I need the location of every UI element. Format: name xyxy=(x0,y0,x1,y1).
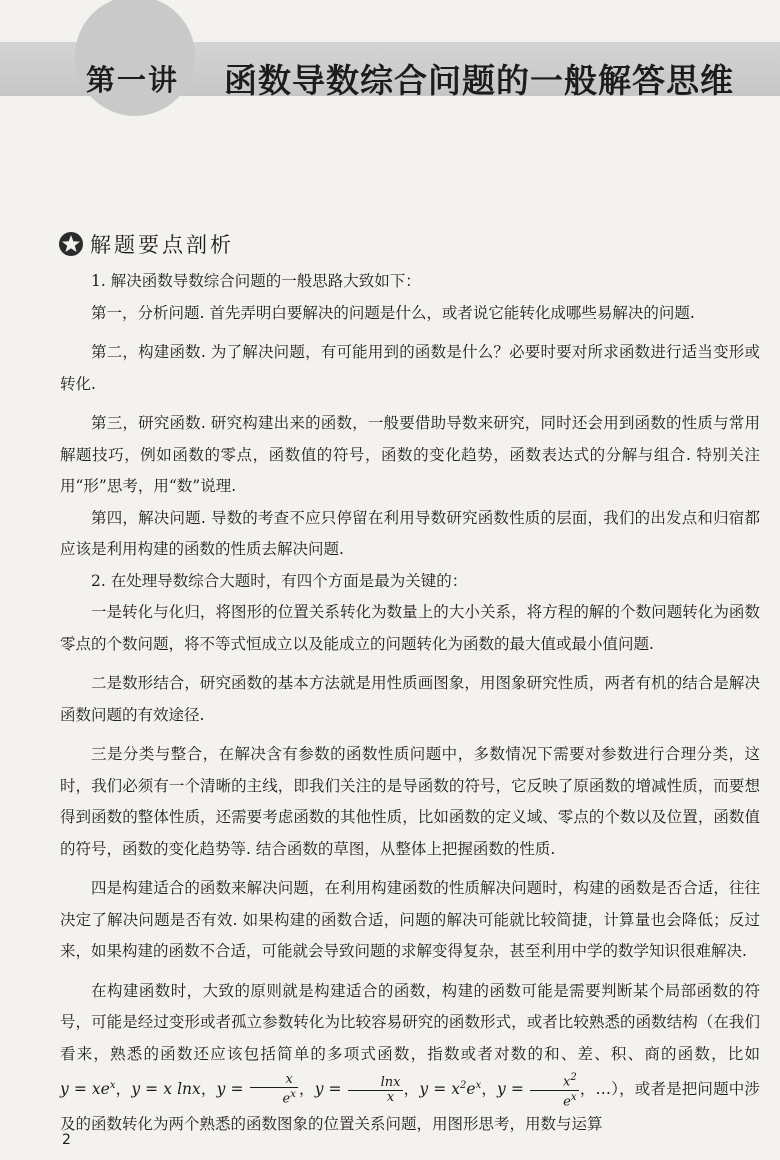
formula: y = x lnx xyxy=(131,1080,201,1099)
paragraph: 第二，构建函数. 为了解决问题，有可能用到的函数是什么？必要时要对所求函数进行适当变形或转化. xyxy=(60,343,760,393)
body-text xyxy=(60,266,760,1140)
lecture-title: 函数导数综合问题的一般解答思维 xyxy=(224,61,734,100)
section-title: 解题要点剖析 xyxy=(90,233,234,257)
paragraph: 第四，解决问题. 导数的考查不应只停留在利用导数研究函数性质的层面，我们的出发点和归宿都应该是利用构建的函数的性质去解决问题. xyxy=(60,508,760,558)
formula: y = $\frac{x}{e^x}$ xyxy=(216,1072,296,1107)
paragraph: 第三，研究函数. 研究构建出来的函数，一般要借助导数来研究，同时还会用到函数的性质与常用解题技巧，例如函数的零点，函数值的符号，函数的变化趋势，函数表达式的分解与组合. 特别关注用“形”思考，用“数”说理. xyxy=(60,414,760,495)
paragraph: 1. 解决函数导数综合问题的一般思路大致如下： xyxy=(91,272,421,290)
paragraph: 2. 在处理导数综合大题时，有四个方面是最为关键的： xyxy=(91,571,468,590)
paragraph: 一是转化与化归，将图形的位置关系转化为数量上的大小关系，将方程的解的个数问题转化为函数零点的个数问题，将不等式恒成立以及能成立的问题转化为函数的最大值或最小值问题. xyxy=(60,603,760,653)
formula: y = $\frac{x^2}{e^x}$ xyxy=(497,1072,577,1109)
paragraph: 四是构建适合的函数来解决问题，在利用构建函数的性质解决问题时，构建的函数是否合适，往往决定了解决问题是否有效. 如果构建的函数合适，问题的解决可能就比较简捷，计算量也会降低；反过来，如果构建的函数不合适，可能就会导致问题的求解变得复杂，甚至利用中学的数学知识很难解决. xyxy=(60,879,760,960)
paragraph: 三是分类与整合，在解决含有参数的函数性质问题中，多数情况下需要对参数进行合理分类，这时，我们必须有一个清晰的主线，即我们关注的是导函数的符号，它反映了原函数的增减性质，而要想得到函数的整体性质，还需要考虑函数的其他性质，比如函数的定义域、零点的个数以及位置，函数值的符号，函数的变化趋势等. 结合函数的草图，从整体上把握函数的性质. xyxy=(60,745,760,858)
paragraph: 二是数形结合，研究函数的基本方法就是用性质画图象，用图象研究性质，两者有机的结合是解决函数问题的有效途径. xyxy=(60,674,760,724)
section-heading xyxy=(58,230,234,258)
text-run: ，或者是把问题中涉及的函数转化为两个熟悉的函数图象的位置关系问题，用图形思考，用数与运算 xyxy=(60,1080,760,1133)
formula: $y = x^2e^x$ xyxy=(419,1080,482,1099)
section-star-icon xyxy=(58,231,84,257)
paragraph: 第一，分析问题. 首先弄明白要解决的问题是什么，或者说它能转化成哪些易解决的问题. xyxy=(91,303,695,322)
formula: $y = xe^x$ xyxy=(60,1080,116,1099)
page-number: 2 xyxy=(62,1132,71,1148)
formula: y = $\frac{\ln x}{x}$ xyxy=(314,1074,401,1105)
text-run: 在构建函数时，大致的原则就是构建适合的函数，构建的函数可能是需要判断某个局部函数的符号，可能是经过变形或者孤立参数转化为比较容易研究的函数形式，或者比较熟悉的函数结构（在我们看来，熟悉的函数还应该包括简单的多项式函数，指数或者对数的和、差、积、商的函数，比如 xyxy=(60,981,760,1063)
lecture-number: 第一讲 xyxy=(86,63,180,97)
paragraph-with-formulas: 在构建函数时，大致的原则就是构建适合的函数，构建的函数可能是需要判断某个局部函数的符号，可能是经过变形或者孤立参数转化为比较容易研究的函数形式，或者比较熟悉的函数结构（在我们看来，熟悉的函数还应该包括简单的多项式函数，指数或者对数的和、差、积、商的函数，比如 $y = xe^x$，y = x lnx，y = $\frac{x}{e^x}$ ，y = $\frac{\ln x}{x}$ ，$y = x^2e^x$，y = $\frac{x^2}{e^x}$ ，…），或者是把问题中涉及的函数转化为两个熟悉的函数图象的位置关系问题，用图形思考，用数与运算 xyxy=(60,981,760,1133)
